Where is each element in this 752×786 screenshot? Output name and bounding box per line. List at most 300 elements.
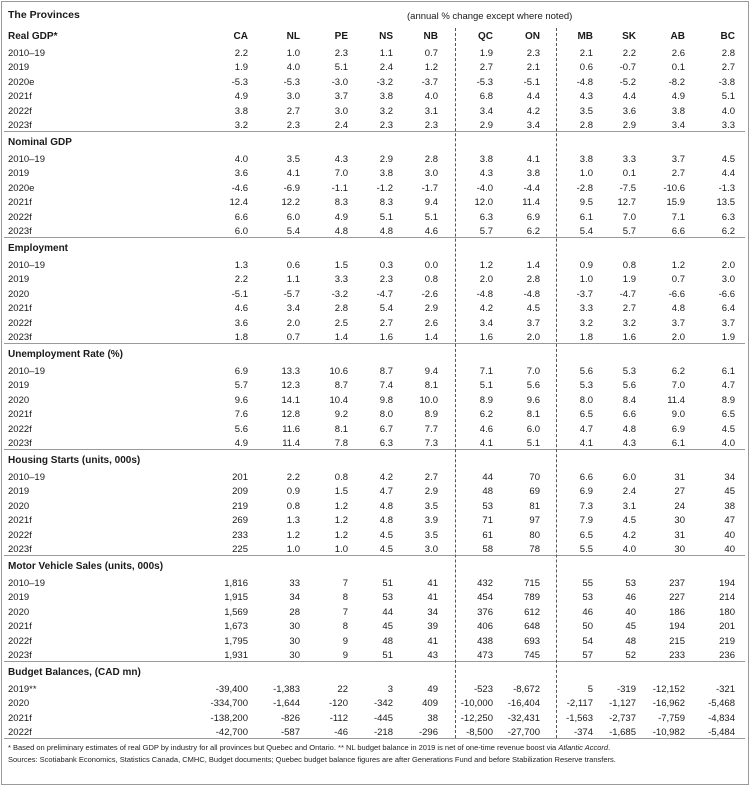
cell-pe: 1.5 [334, 486, 348, 498]
cell-pe: 8 [342, 621, 348, 633]
cell-nb: 2.7 [424, 472, 438, 483]
row-label: 2019 [8, 62, 30, 74]
cell-nl: 1.0 [286, 544, 300, 555]
cell-mb: 50 [582, 621, 593, 633]
cell-on: 1.4 [526, 260, 540, 271]
cell-mb: 6.5 [579, 409, 593, 421]
cell-ab: 11.4 [667, 394, 685, 406]
cell-nb: 8.1 [424, 380, 438, 392]
cell-nl: -5.7 [283, 288, 300, 300]
cell-sk: 4.4 [622, 91, 636, 103]
cell-ca: 1.9 [234, 62, 248, 74]
cell-nb: -296 [418, 727, 438, 739]
row-label: 2022f [8, 635, 32, 647]
cell-ns: 51 [382, 650, 393, 661]
cell-on: 4.2 [526, 105, 540, 117]
row-label: 2020e [8, 76, 35, 88]
cell-ab: 233 [669, 650, 685, 661]
cell-mb: 9.5 [579, 197, 593, 209]
cell-ca: 1.3 [234, 260, 248, 271]
cell-on: 6.0 [526, 423, 540, 435]
cell-ab: 4.8 [671, 303, 685, 315]
cell-on: 7.0 [526, 366, 540, 377]
cell-ca: 6.0 [234, 226, 248, 237]
cell-ab: 24 [674, 500, 685, 512]
cell-nl: 30 [289, 650, 300, 661]
cell-ca: -4.6 [231, 182, 248, 194]
column-header-pe: PE [334, 31, 348, 42]
cell-ns: 3.2 [379, 105, 393, 117]
cell-ca: 6.6 [234, 211, 248, 223]
cell-nb: 4.6 [424, 226, 438, 237]
cell-ns: 3 [387, 684, 393, 695]
cell-nb: -2.6 [421, 288, 438, 300]
cell-ca: 1.8 [234, 332, 248, 343]
cell-nb: 34 [427, 606, 438, 618]
cell-sk: -5.2 [619, 76, 636, 88]
row-label: 2010–19 [8, 260, 45, 271]
cell-bc: 40 [724, 544, 735, 555]
cell-ab: -7,759 [658, 712, 685, 724]
row-label: 2023f [8, 332, 32, 343]
cell-ab: -10,982 [652, 727, 685, 739]
cell-nl: -5.3 [283, 76, 300, 88]
cell-nl: 1.2 [286, 529, 300, 541]
cell-ns: 2.4 [379, 62, 393, 74]
section-divider [4, 661, 745, 662]
cell-pe: 7.8 [334, 438, 348, 449]
cell-mb: 5.3 [579, 380, 593, 392]
cell-nl: 0.8 [286, 500, 300, 512]
cell-nl: 12.2 [281, 197, 300, 209]
row-label: 2022f [8, 105, 32, 117]
cell-ns: 6.7 [379, 423, 393, 435]
cell-bc: 6.1 [721, 366, 735, 377]
cell-ns: 2.3 [379, 120, 393, 131]
cell-pe: -120 [328, 698, 348, 710]
column-header-ca: CA [233, 31, 248, 42]
cell-pe: 22 [337, 684, 348, 695]
cell-ca: -138,200 [210, 712, 248, 724]
cell-sk: 1.9 [622, 274, 636, 286]
divider-atlantic-central [455, 28, 456, 738]
cell-mb: 4.3 [579, 91, 593, 103]
cell-ns: 3.8 [379, 168, 393, 180]
cell-nl: 30 [289, 621, 300, 633]
cell-qc: 6.8 [479, 91, 493, 103]
cell-mb: 1.8 [579, 332, 593, 343]
cell-bc: 219 [719, 635, 735, 647]
cell-qc: 4.1 [479, 438, 493, 449]
cell-mb: 57 [582, 650, 593, 661]
cell-mb: -2.8 [576, 182, 593, 194]
cell-qc: 61 [482, 529, 493, 541]
cell-sk: 4.8 [622, 423, 636, 435]
cell-mb: 46 [582, 606, 593, 618]
cell-ab: 30 [674, 515, 685, 527]
cell-ns: 4.5 [379, 544, 393, 555]
cell-ab: 27 [674, 486, 685, 498]
cell-ab: 2.6 [671, 48, 685, 59]
cell-ns: 4.8 [379, 500, 393, 512]
cell-on: 4.5 [526, 303, 540, 315]
cell-pe: 1.0 [334, 544, 348, 555]
cell-ab: 237 [669, 578, 685, 589]
cell-on: 612 [524, 606, 540, 618]
cell-qc: 406 [477, 621, 493, 633]
column-header-mb: MB [577, 31, 593, 42]
cell-ca: -334,700 [210, 698, 248, 710]
cell-mb: 0.6 [579, 62, 593, 74]
cell-bc: -1.3 [718, 182, 735, 194]
cell-sk: 5.6 [622, 380, 636, 392]
cell-nb: 0.7 [424, 48, 438, 59]
cell-ca: 3.6 [234, 317, 248, 329]
cell-mb: 6.5 [579, 529, 593, 541]
cell-ca: 4.6 [234, 303, 248, 315]
row-label: 2020e [8, 182, 35, 194]
cell-ab: -6.6 [668, 288, 685, 300]
cell-on: -4.8 [523, 288, 540, 300]
cell-ab: 186 [669, 606, 685, 618]
cell-ns: 45 [382, 621, 393, 633]
divider-central-west [556, 28, 557, 738]
cell-nb: 1.4 [424, 332, 438, 343]
cell-ca: 3.6 [234, 168, 248, 180]
cell-nl: 4.0 [286, 62, 300, 74]
cell-mb: 5.6 [579, 366, 593, 377]
cell-ca: 5.6 [234, 423, 248, 435]
cell-ns: 8.0 [379, 409, 393, 421]
row-label: 2010–19 [8, 154, 45, 165]
cell-mb: 3.2 [579, 317, 593, 329]
cell-bc: 194 [719, 578, 735, 589]
cell-nl: 2.3 [286, 120, 300, 131]
cell-qc: -523 [473, 684, 493, 695]
cell-qc: 4.2 [479, 303, 493, 315]
cell-on: 6.9 [526, 211, 540, 223]
cell-ab: 0.1 [671, 62, 685, 74]
cell-qc: 2.9 [479, 120, 493, 131]
cell-bc: 4.5 [721, 423, 735, 435]
row-label: 2023f [8, 544, 32, 555]
cell-pe: 8.3 [334, 197, 348, 209]
cell-nl: 28 [289, 606, 300, 618]
cell-mb: -2,117 [566, 698, 593, 710]
cell-ns: 6.3 [379, 438, 393, 449]
cell-nl: -1,644 [273, 698, 300, 710]
cell-pe: 7 [342, 578, 348, 589]
column-header-on: ON [525, 31, 540, 42]
page-title: The Provinces [8, 9, 80, 21]
cell-ab: -12,152 [652, 684, 685, 695]
cell-ca: 3.2 [234, 120, 248, 131]
row-label: 2010–19 [8, 366, 45, 377]
cell-pe: -112 [329, 712, 348, 724]
cell-pe: -3.0 [331, 76, 348, 88]
cell-on: 80 [529, 529, 540, 541]
row-label: 2023f [8, 226, 32, 237]
cell-bc: 236 [719, 650, 735, 661]
cell-on: 4.4 [526, 91, 540, 103]
cell-sk: 6.0 [622, 472, 636, 483]
section-title: Employment [8, 243, 69, 254]
cell-ns: 9.8 [379, 394, 393, 406]
row-label: 2022f [8, 727, 32, 739]
cell-bc: 180 [719, 606, 735, 618]
cell-nl: 3.0 [286, 91, 300, 103]
cell-nl: 12.3 [281, 380, 300, 392]
cell-nb: 38 [427, 712, 438, 724]
section-title: Unemployment Rate (%) [8, 349, 124, 360]
cell-bc: 47 [724, 515, 735, 527]
cell-sk: 3.6 [622, 105, 636, 117]
cell-nb: 3.1 [424, 105, 438, 117]
cell-ab: -16,962 [652, 698, 685, 710]
cell-bc: 3.3 [721, 120, 735, 131]
cell-nl: 30 [289, 635, 300, 647]
cell-nb: 2.3 [424, 120, 438, 131]
cell-bc: 45 [724, 486, 735, 498]
column-header-ab: AB [670, 31, 685, 42]
row-label: 2022f [8, 317, 32, 329]
cell-on: 2.1 [526, 62, 540, 74]
cell-ab: 31 [674, 529, 685, 541]
cell-ns: 1.6 [379, 332, 393, 343]
cell-bc: 3.0 [721, 274, 735, 286]
cell-nb: -1.7 [421, 182, 438, 194]
cell-nb: 43 [427, 650, 438, 661]
cell-sk: 7.0 [622, 211, 636, 223]
cell-mb: 6.9 [579, 486, 593, 498]
row-label: 2021f [8, 621, 32, 633]
cell-ns: -1.2 [376, 182, 393, 194]
cell-qc: 53 [482, 500, 493, 512]
row-label: 2010–19 [8, 472, 45, 483]
cell-mb: 7.3 [579, 500, 593, 512]
cell-qc: 4.3 [479, 168, 493, 180]
cell-on: 2.3 [526, 48, 540, 59]
cell-sk: 5.7 [622, 226, 636, 237]
cell-pe: 3.0 [334, 105, 348, 117]
cell-nb: 3.0 [424, 544, 438, 555]
cell-qc: 376 [477, 606, 493, 618]
cell-sk: 4.5 [622, 515, 636, 527]
row-label: 2019 [8, 380, 30, 392]
cell-qc: 8.9 [479, 394, 493, 406]
cell-qc: -8,500 [466, 727, 493, 739]
section-title: Motor Vehicle Sales (units, 000s) [8, 561, 164, 572]
cell-ab: 1.2 [671, 260, 685, 271]
row-label: 2023f [8, 650, 32, 661]
cell-sk: -4.7 [619, 288, 636, 300]
cell-nb: 0.0 [424, 260, 438, 271]
cell-ab: -10.6 [663, 182, 685, 194]
cell-ca: 1,816 [224, 578, 248, 589]
cell-on: 78 [529, 544, 540, 555]
cell-bc: -5,484 [708, 727, 735, 739]
row-label: 2019 [8, 592, 30, 604]
cell-sk: 2.9 [622, 120, 636, 131]
cell-qc: 5.7 [479, 226, 493, 237]
cell-ab: 2.7 [671, 168, 685, 180]
cell-nl: -6.9 [283, 182, 300, 194]
cell-bc: 4.0 [721, 438, 735, 449]
cell-bc: -5,468 [708, 698, 735, 710]
cell-nb: 41 [427, 592, 438, 604]
column-header-sk: SK [622, 31, 636, 42]
cell-on: 97 [529, 515, 540, 527]
cell-ns: 4.5 [379, 529, 393, 541]
cell-sk: -319 [616, 684, 636, 695]
cell-ab: 0.7 [671, 274, 685, 286]
cell-bc: 214 [719, 592, 735, 604]
cell-qc: 44 [482, 472, 493, 483]
row-label: 2020 [8, 288, 30, 300]
section-divider [4, 237, 745, 238]
cell-pe: 7.0 [334, 168, 348, 180]
cell-nl: -826 [280, 712, 300, 724]
cell-nb: 2.9 [424, 303, 438, 315]
cell-sk: -7.5 [619, 182, 636, 194]
cell-sk: 12.7 [617, 197, 636, 209]
cell-ab: 6.9 [671, 423, 685, 435]
cell-mb: 2.1 [579, 48, 593, 59]
cell-mb: 4.7 [579, 423, 593, 435]
cell-pe: 8.1 [334, 423, 348, 435]
cell-sk: 5.3 [622, 366, 636, 377]
cell-ab: 6.1 [671, 438, 685, 449]
column-header-nb: NB [423, 31, 438, 42]
cell-ns: 3.8 [379, 91, 393, 103]
cell-ca: 209 [232, 486, 248, 498]
cell-sk: 3.3 [622, 154, 636, 165]
row-label: 2021f [8, 303, 32, 315]
cell-sk: -0.7 [619, 62, 636, 74]
cell-bc: 13.5 [716, 197, 735, 209]
cell-pe: 1.2 [334, 500, 348, 512]
cell-nl: 2.0 [286, 317, 300, 329]
cell-bc: -4,834 [708, 712, 735, 724]
section-title: Budget Balances, (CAD mn) [8, 667, 141, 678]
cell-pe: 0.8 [334, 472, 348, 483]
cell-mb: 5.5 [579, 544, 593, 555]
row-label: 2021f [8, 91, 32, 103]
cell-on: -5.1 [523, 76, 540, 88]
row-label: 2023f [8, 120, 32, 131]
cell-mb: 55 [582, 578, 593, 589]
cell-ca: 4.9 [234, 438, 248, 449]
cell-nb: 0.8 [424, 274, 438, 286]
row-label: 2022f [8, 211, 32, 223]
cell-ca: 6.9 [234, 366, 248, 377]
cell-sk: 4.0 [622, 544, 636, 555]
cell-pe: 3.7 [334, 91, 348, 103]
cell-nb: 2.8 [424, 154, 438, 165]
cell-pe: 1.4 [334, 332, 348, 343]
cell-ca: -5.1 [231, 288, 248, 300]
cell-ab: 7.1 [671, 211, 685, 223]
cell-pe: 4.8 [334, 226, 348, 237]
section-divider [4, 555, 745, 556]
cell-ca: -5.3 [231, 76, 248, 88]
cell-ca: 1,673 [224, 621, 248, 633]
cell-nl: 2.7 [286, 105, 300, 117]
row-label: 2021f [8, 515, 32, 527]
cell-mb: 2.8 [579, 120, 593, 131]
column-header-qc: QC [478, 31, 493, 42]
cell-on: 2.8 [526, 274, 540, 286]
cell-nl: -587 [280, 727, 300, 739]
cell-pe: 10.4 [329, 394, 348, 406]
cell-ca: 5.7 [234, 380, 248, 392]
cell-qc: 2.7 [479, 62, 493, 74]
cell-ns: 4.2 [379, 472, 393, 483]
cell-ca: 1,931 [224, 650, 248, 661]
cell-ca: 3.8 [234, 105, 248, 117]
cell-on: -4.4 [523, 182, 540, 194]
cell-ab: 6.6 [671, 226, 685, 237]
cell-nb: 7.7 [424, 423, 438, 435]
cell-on: -16,404 [507, 698, 540, 710]
cell-ns: 0.3 [379, 260, 393, 271]
row-label: 2022f [8, 423, 32, 435]
cell-ns: 2.3 [379, 274, 393, 286]
cell-bc: 2.8 [721, 48, 735, 59]
cell-on: 2.0 [526, 332, 540, 343]
cell-nb: 3.9 [424, 515, 438, 527]
cell-ns: 1.1 [379, 48, 393, 59]
cell-ca: -42,700 [215, 727, 248, 739]
cell-mb: 0.9 [579, 260, 593, 271]
cell-nb: 2.9 [424, 486, 438, 498]
cell-ns: 4.7 [379, 486, 393, 498]
cell-ca: 9.6 [234, 394, 248, 406]
row-label: 2019 [8, 486, 30, 498]
cell-bc: 201 [719, 621, 735, 633]
cell-mb: 5.4 [579, 226, 593, 237]
cell-bc: 3.7 [721, 317, 735, 329]
row-label: 2023f [8, 438, 32, 449]
cell-sk: 0.8 [622, 260, 636, 271]
cell-on: -27,700 [507, 727, 540, 739]
section-title: Real GDP* [8, 31, 58, 42]
cell-mb: 5 [587, 684, 593, 695]
footnote-divider [4, 738, 745, 739]
cell-nb: 409 [422, 698, 438, 710]
cell-on: 9.6 [526, 394, 540, 406]
cell-qc: 58 [482, 544, 493, 555]
cell-qc: 7.1 [479, 366, 493, 377]
cell-ns: 8.3 [379, 197, 393, 209]
cell-pe: 9.2 [334, 409, 348, 421]
row-label: 2020 [8, 698, 30, 710]
row-label: 2019** [8, 684, 37, 695]
cell-on: 715 [524, 578, 540, 589]
cell-sk: -1,685 [609, 727, 636, 739]
cell-bc: 6.3 [721, 211, 735, 223]
cell-ab: 3.7 [671, 154, 685, 165]
cell-nl: -1,383 [273, 684, 300, 695]
cell-ns: 4.8 [379, 226, 393, 237]
cell-nl: 0.9 [286, 486, 300, 498]
cell-ab: 194 [669, 621, 685, 633]
cell-sk: 53 [625, 578, 636, 589]
cell-pe: -46 [334, 727, 348, 739]
row-label: 2020 [8, 606, 30, 618]
cell-qc: 1.2 [479, 260, 493, 271]
units-note: (annual % change except where noted) [407, 11, 573, 22]
